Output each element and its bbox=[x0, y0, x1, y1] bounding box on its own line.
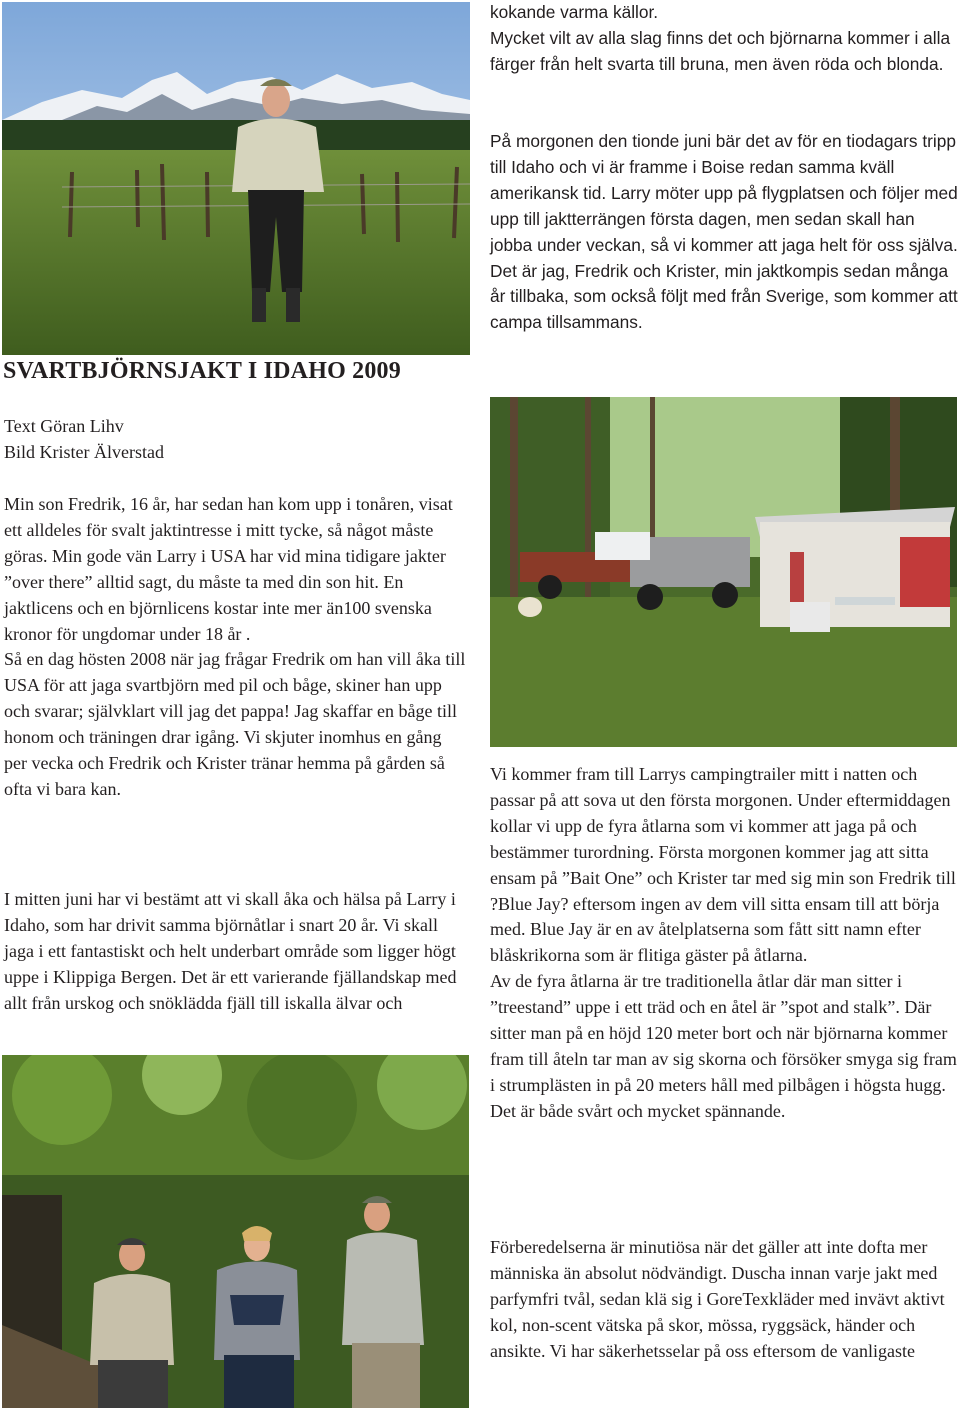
paragraph-trip: På morgonen den tionde juni bär det av för en tiodagars tripp till Idaho och vi är framme i Boise redan samma kväll amerikansk tid. Larry möter upp på flygplatsen och följer med upp till jaktterrängen första dagen, men sedan skall han jobba under veckan, så vi kommer att jaga helt för oss själva. Det är jag, Fredrik och Krister, min jaktkompis sedan många år tillbaka, som också följt med från Sverige, som kommer att campa tillsammans. bbox=[490, 131, 958, 333]
intro-paragraph: Min son Fredrik, 16 år, har sedan han kom upp i tonåren, visat ett alldeles för svalt jaktintresse i mitt tycke, så något måste göras. Min gode vän Larry i USA har vid mina tidigare jakter ”over there” alltid sagt, du måste ta med din son hit. En jaktlicens och en björnlicens kostar inte mer än100 svenska kronor för ungdomar under 18 år . bbox=[4, 494, 453, 644]
intro-block bbox=[4, 492, 466, 803]
camp-paragraph: Av de fyra åtlarna är tre traditionella åtlar där man sitter i ”treestand” uppe i ett träd och en åtel är ”spot and stalk”. Där sitter man på en höjd 120 meter bort och när björnarna kommer fram till åteln tar man av sig skorna och försöker smyga sig fram i strumplästen in på 20 meters håll med pilbågen i högsta hugg. Det är både svårt och mycket spännande. bbox=[490, 971, 957, 1121]
three-hunters-in-forest-photo bbox=[2, 1055, 469, 1408]
byline-text-credit: Text Göran Lihv bbox=[4, 416, 124, 436]
camp-with-truck-and-trailer-photo bbox=[490, 397, 957, 747]
camp-block bbox=[490, 762, 958, 1125]
continuation-paragraph: Mycket vilt av alla slag finns det och björnarna kommer i alla färger från helt svarta till bruna, men även röda och blonda. bbox=[490, 27, 951, 74]
paragraph-prep: Förberedelserna är minutiösa när det gäller att inte dofta mer människa än absolut nödvändigt. Duscha innan varje jakt med parfymfri tvål, sedan klä sig i GoreTexkläder med invävt aktivt kol, non-scent vätska på skor, mössa, ryggsäck, händer och ansikte. Vi har säkerhetsselar på oss eftersom de vanligaste bbox=[490, 1237, 945, 1361]
camp-paragraph: Vi kommer fram till Larrys campingtrailer mitt i natten och passar på att sova ut den första morgonen. Under eftermiddagen kollar vi upp de fyra åtlarna som vi kommer att jaga på och bestämmer turordning. Första morgonen kommer jag att sitta ensam på ”Bait One” och Krister tar med sig min son Fredrik till ?Blue Jay? eftersom ingen av dem vill sitta ensam till att börja med. Blue Jay är en av åtelplatserna som fått sitt namn efter blåskrikorna som är flitiga gäster på åtlarna. bbox=[490, 764, 956, 966]
paragraph-june: I mitten juni har vi bestämt att vi skall åka och hälsa på Larry i Idaho, som har drivit samma björnåtlar i snart 20 år. Vi skall jaga i ett fantastiskt och helt underbart område som ligger högt uppe i Klippiga Bergen. Det är ett varierande fjällandskap med allt från urskog och snöklädda fjäll till iskalla älvar och bbox=[4, 889, 457, 1013]
byline-photo-credit: Bild Krister Älverstad bbox=[4, 441, 164, 462]
byline bbox=[4, 414, 464, 466]
article-title: SVARTBJÖRNSJAKT I IDAHO 2009 bbox=[3, 358, 401, 384]
intro-paragraph: Så en dag hösten 2008 när jag frågar Fredrik om han vill åka till USA för att jaga svartbjörn med pil och båge, skiner han upp och svarar; självklart vill jag det pappa! Jag skaffar en båge till honom och träningen drar igång. Vi skjuter inomhus en gång per vecka och Fredrik och Krister tränar hemma på gården så ofta vi bara kan. bbox=[4, 649, 466, 799]
continuation-block bbox=[490, 0, 958, 78]
continuation-paragraph: kokande varma källor. bbox=[490, 2, 659, 22]
man-in-front-of-mountains-photo bbox=[2, 2, 470, 355]
